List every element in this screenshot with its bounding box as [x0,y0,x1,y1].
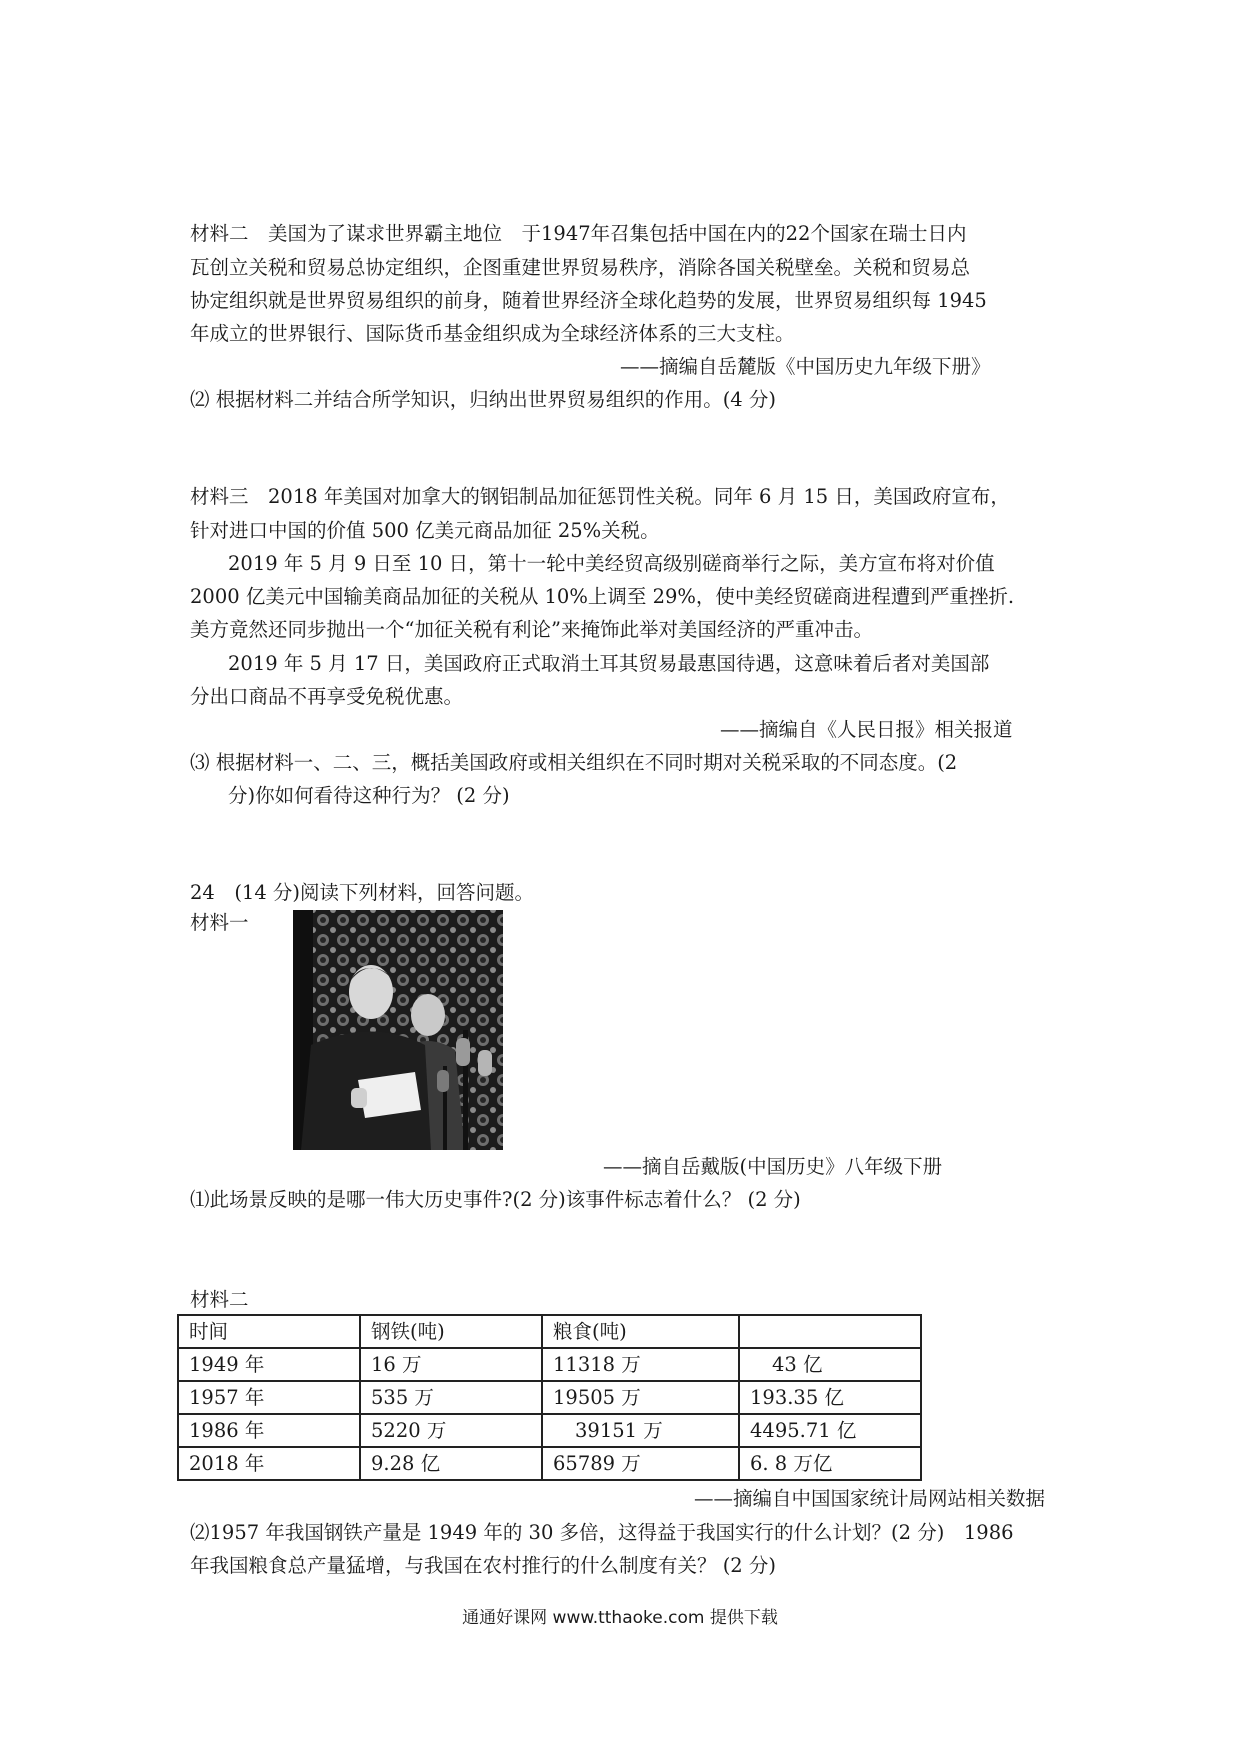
table-cell: 535 万 [360,1381,542,1414]
question-3-line-1: ⑶ 根据材料一、二、三，概括美国政府或相关组织在不同时期对关税采取的不同态度。(2 [190,751,958,774]
material2-source: ——摘编自岳麓版《中国历史九年级下册》 [620,355,991,378]
table-cell: 193.35 亿 [739,1381,921,1414]
material3-source: ——摘编自《人民日报》相关报道 [720,718,1013,741]
material3-p1-line-2: 针对进口中国的价值 500 亿美元商品加征 25%关税。 [190,519,660,542]
table-cell: 16 万 [360,1348,542,1381]
table-cell: 19505 万 [542,1381,739,1414]
material2-line-2: 瓦创立关税和贸易总协定组织，企图重建世界贸易秩序，消除各国关税壁垒。关税和贸易总 [190,256,971,279]
question-2: ⑵ 根据材料二并结合所学知识，归纳出世界贸易组织的作用。(4 分) [190,388,777,411]
table-header-row [178,1315,921,1348]
material3-p2-line-1: 2019 年 5 月 9 日至 10 日，第十一轮中美经贸高级别磋商举行之际，美方宣布将对价值 [228,552,995,575]
q24-material2-label: 材料二 [190,1288,249,1311]
table-cell: 5220 万 [360,1414,542,1447]
table-cell: 43 亿 [739,1348,921,1381]
q24-material1-source: ——摘自岳戴版(中国历史》八年级下册 [603,1155,943,1178]
table-row [178,1447,921,1480]
table-cell: 2018 年 [178,1447,360,1480]
table-cell: 11318 万 [542,1348,739,1381]
material2-line-4: 年成立的世界银行、国际货币基金组织成为全球经济体系的三大支柱。 [190,322,795,345]
table-cell: 39151 万 [542,1414,739,1447]
table-cell: 6. 8 万亿 [739,1447,921,1480]
table-row [178,1348,921,1381]
table-cell: 1986 年 [178,1414,360,1447]
q24-question-2-line-2: 年我国粮食总产量猛增，与我国在农村推行的什么制度有关？ (2 分) [190,1554,777,1577]
table-cell: 1949 年 [178,1348,360,1381]
table-cell: 1957 年 [178,1381,360,1414]
statistics-table [177,1314,922,1481]
table-header-cell: 时间 [178,1315,360,1348]
table-header-cell: 钢铁(吨) [360,1315,542,1348]
material3-p2-line-3: 美方竟然还同步抛出一个“加征关税有利论”来掩饰此举对美国经济的严重冲击。 [190,618,873,641]
q24-heading: 24 (14 分)阅读下列材料，回答问题。 [190,881,535,904]
table-row [178,1414,921,1447]
historical-photo [293,910,503,1150]
material3-p2-line-2: 2000 亿美元中国输美商品加征的关税从 10%上调至 29%，使中美经贸磋商进程遭到严重挫折. [190,585,1015,608]
material3-p3-line-1: 2019 年 5 月 17 日，美国政府正式取消土耳其贸易最惠国待遇，这意味着后者对美国部 [228,652,990,675]
material2-line-3: 协定组织就是世界贸易组织的前身，随着世界经济全球化趋势的发展，世界贸易组织每 1945 [190,289,987,312]
footer-watermark: 通通好课网 www.tthaoke.com 提供下载 [462,1608,778,1628]
table-header-cell: 粮食(吨) [542,1315,739,1348]
question-3-line-2: 分)你如何看待这种行为？ (2 分) [228,784,510,807]
table-cell: 4495.71 亿 [739,1414,921,1447]
q24-question-2-line-1: ⑵1957 年我国钢铁产量是 1949 年的 30 多倍，这得益于我国实行的什么计划？(2 分) 1986 [190,1521,1014,1544]
q24-material2-source: ——摘编自中国国家统计局网站相关数据 [694,1487,1046,1510]
q24-question-1: ⑴此场景反映的是哪一伟大历史事件?(2 分)该事件标志着什么？ (2 分) [190,1188,801,1211]
table-row [178,1381,921,1414]
q24-material1-label: 材料一 [190,911,249,934]
material3-p3-line-2: 分出口商品不再享受免税优惠。 [190,685,464,708]
table-cell: 65789 万 [542,1447,739,1480]
table-header-cell [739,1315,921,1348]
material2-line-1: 材料二 美国为了谋求世界霸主地位 于1947年召集包括中国在内的22个国家在瑞士日内 [190,222,967,245]
material3-p1-line-1: 材料三 2018 年美国对加拿大的钢铝制品加征惩罚性关税。同年 6 月 15 日，美国政府宣布， [190,485,1010,508]
table-cell: 9.28 亿 [360,1447,542,1480]
